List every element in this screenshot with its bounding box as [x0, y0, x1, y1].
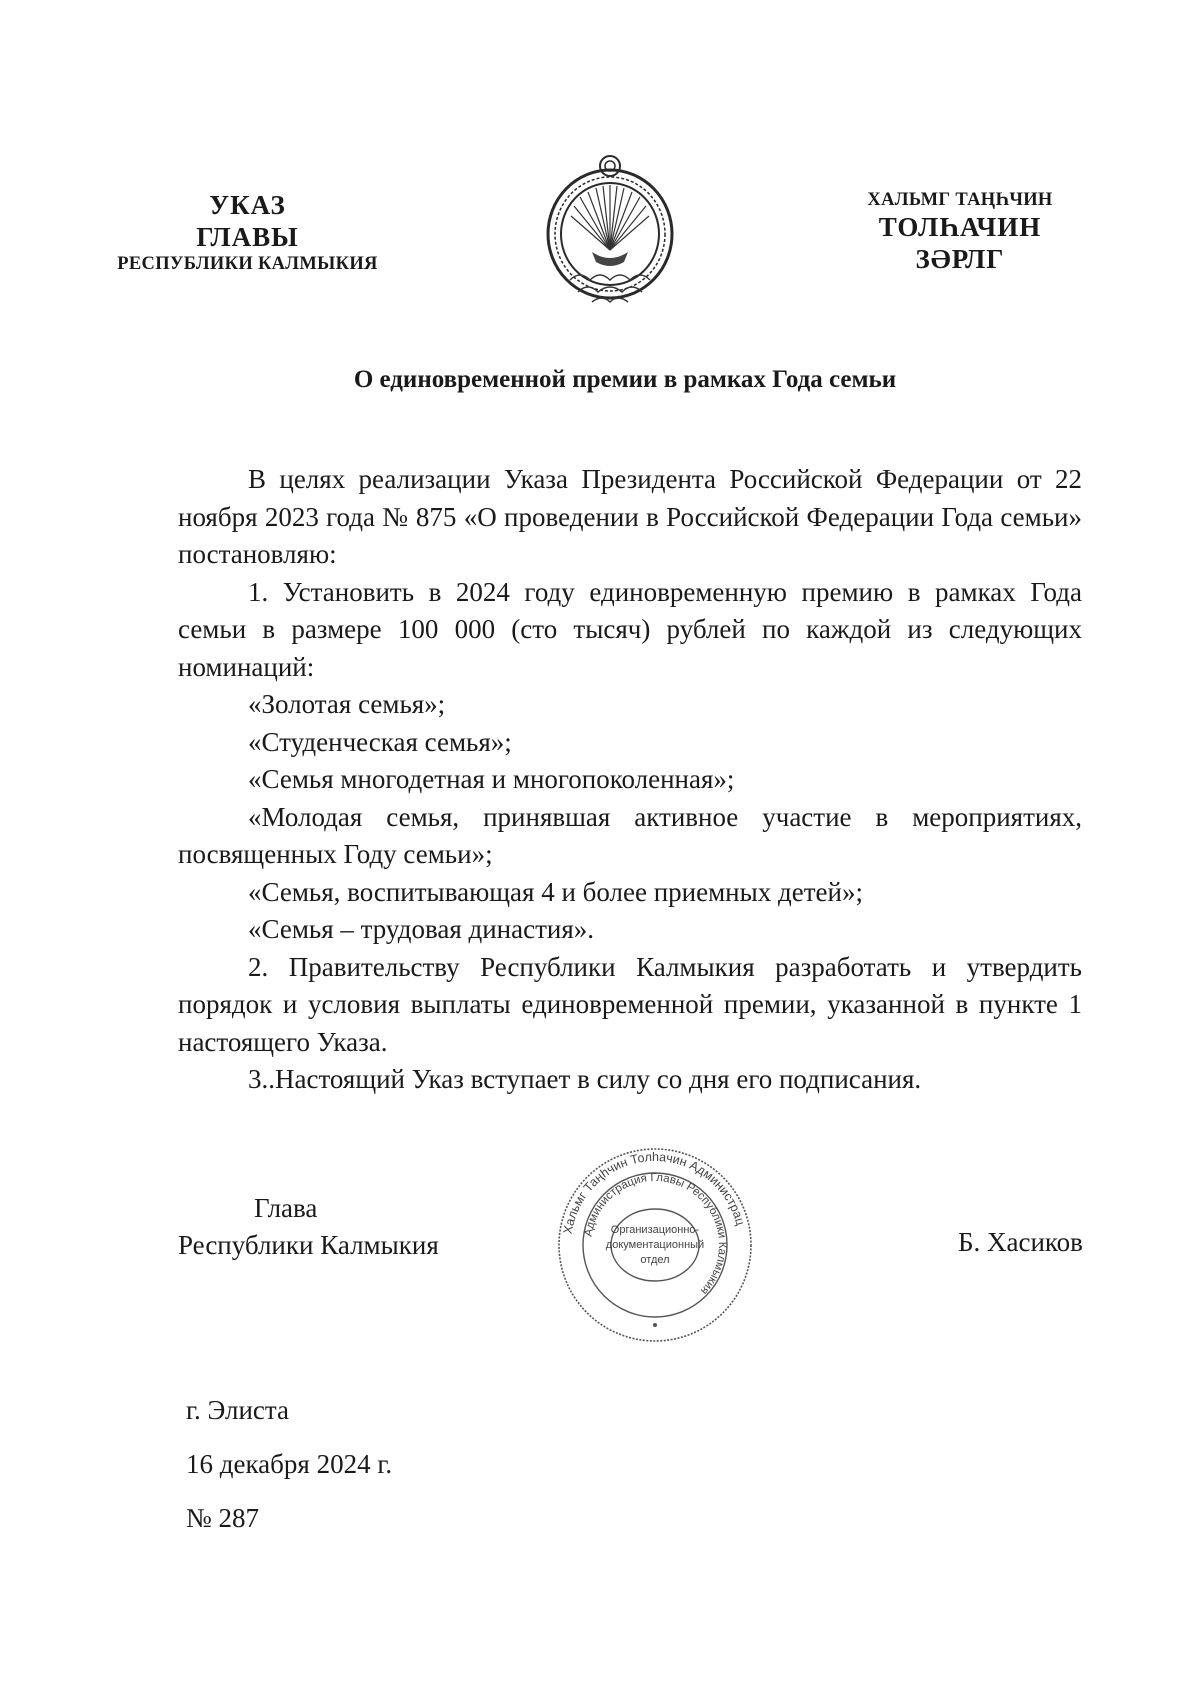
header-left-line1: УКАЗ — [209, 190, 286, 220]
signatory-title-line1: Глава — [254, 1193, 318, 1223]
nomination-item: «Семья – трудовая династия». — [248, 914, 595, 944]
paragraph-2: 2. Правительству Республики Калмыкия разработать и утвердить порядок и условия выплаты единовременной премии, указанной в пункте 1 настоящего Указа. — [178, 951, 1082, 1057]
emblem-icon — [540, 152, 680, 312]
paragraph-1: 1. Установить в 2024 году единовременную премию в рамках Года семьи в размере 100 000 (сто тысяч) рублей по каждой из следующих номинаций: — [178, 576, 1082, 682]
stamp-outer-text: Хальмг Таңһчин Толһачин Администрац — [560, 1149, 748, 1235]
nomination-item: «Молодая семья, принявшая активное участие в мероприятиях, посвященных Году семьи»; — [178, 801, 1082, 869]
stamp-inner-text: Администрация Главы Республики Калмыкия — [582, 1171, 729, 1297]
header-right-line2: ТОЛҺАЧИН — [878, 211, 1042, 242]
header-right-line3: ЗӘРЛГ — [915, 243, 1005, 274]
header-right — [840, 190, 1080, 276]
header-left-line2: ГЛАВЫ — [196, 221, 299, 252]
stamp-seal-icon — [555, 1145, 755, 1345]
document-footer — [186, 1383, 392, 1545]
official-stamp — [555, 1145, 755, 1345]
stamp-center-line3: отдел — [640, 1254, 670, 1266]
document-title: О единовременной премии в рамках Года семьи — [353, 366, 897, 393]
header-right-line1: ХАЛЬМГ ТАҢҺЧИН — [867, 190, 1053, 210]
signatory-title-line2: Республики Калмыкия — [178, 1230, 439, 1260]
signatory-name: Б. Хасиков — [958, 1227, 1083, 1257]
stamp-center-line1: Организационно- — [610, 1224, 700, 1236]
preamble-paragraph: В целях реализации Указа Президента Российской Федерации от 22 ноября 2023 года № 875 «О проведении в Российской Федерации Года семьи» постановляю: — [178, 464, 1082, 569]
header-left-line3: РЕСПУБЛИКИ КАЛМЫКИЯ — [117, 253, 378, 274]
footer-city: г. Элиста — [186, 1395, 290, 1425]
nomination-item: «Семья, воспитывающая 4 и более приемных детей»; — [248, 876, 863, 907]
paragraph-3: 3..Настоящий Указ вступает в силу со дня его подписания. — [248, 1064, 922, 1094]
nomination-item: «Студенческая семья»; — [248, 726, 512, 757]
nomination-item: «Семья многодетная и многопоколенная»; — [248, 764, 735, 794]
document-body — [178, 461, 1082, 1099]
nomination-item: «Золотая семья»; — [248, 689, 446, 719]
stamp-center-line2: документационный — [605, 1239, 705, 1251]
footer-date: 16 декабря 2024 г. — [186, 1449, 393, 1479]
footer-number: № 287 — [186, 1503, 260, 1533]
header-left — [90, 190, 405, 276]
signatory-title — [178, 1190, 439, 1264]
coat-of-arms-emblem — [540, 152, 680, 312]
